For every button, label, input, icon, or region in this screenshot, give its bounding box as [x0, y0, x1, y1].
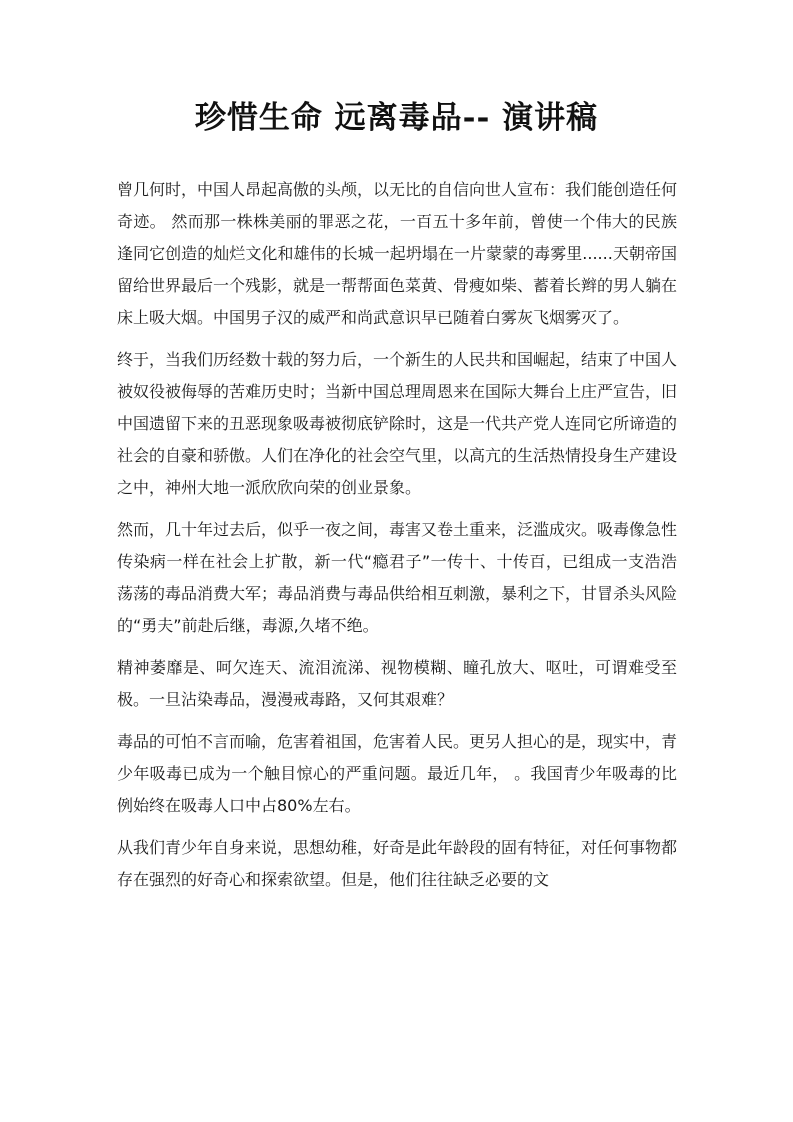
paragraph-4: 精神萎靡是、呵欠连天、流泪流涕、视物模糊、瞳孔放大、呕吐，可谓难受至极。一旦沾染毒品，漫漫戒毒路，又何其艰难？	[117, 658, 677, 709]
paragraph-5: 毒品的可怕不言而喻，危害着祖国，危害着人民。更另人担心的是，现实中，青少年吸毒已成为一个触目惊心的严重问题。最近几年， 。我国青少年吸毒的比例始终在吸毒人口中占80%左右。	[117, 732, 678, 815]
paragraph-3: 然而，几十年过去后，似乎一夜之间，毒害又卷土重来，泛滥成灾。吸毒像急性传染病一样在社会上扩散，新一代“瘾君子”一传十、十传百，已组成一支浩浩荡荡的毒品消费大军；毒品消费与毒品供给相互刺激，暴利之下，甘冒杀头风险的“勇夫”前赴后继，毒源,久堵不绝。	[117, 520, 678, 635]
page-title: 珍惜生命 远离毒品-- 演讲稿	[194, 100, 599, 136]
document-body	[117, 174, 677, 906]
paragraph-1: 曾几何时，中国人昂起高傲的头颅，以无比的自信向世人宣布：我们能创造任何奇迹。 然而那一株株美丽的罪恶之花，一百五十多年前，曾使一个伟大的民族逢同它创造的灿烂文化和雄伟的长城一起坍塌在一片蒙蒙的毒雾里......天朝帝国留给世界最后一个残影，就是一帮帮面色菜黄、骨瘦如柴、蓄着长辫的男人躺在床上吸大烟。中国男子汉的威严和尚武意识早已随着白雾灰飞烟雾灭了。	[117, 180, 678, 327]
paragraph-2: 终于，当我们历经数十载的努力后，一个新生的人民共和国崛起，结束了中国人被奴役被侮辱的苦难历史时；当新中国总理周恩来在国际大舞台上庄严宣告，旧中国遗留下来的丑恶现象吸毒被彻底铲除时，这是一代共产党人连同它所谛造的社会的自豪和骄傲。人们在净化的社会空气里，以高亢的生活热情投身生产建设之中，神州大地一派欣欣向荣的创业景象。	[117, 350, 678, 497]
paragraph-6: 从我们青少年自身来说，思想幼稚，好奇是此年龄段的固有特征，对任何事物都存在强烈的好奇心和探索欲望。但是，他们往往缺乏必要的文	[117, 838, 678, 889]
